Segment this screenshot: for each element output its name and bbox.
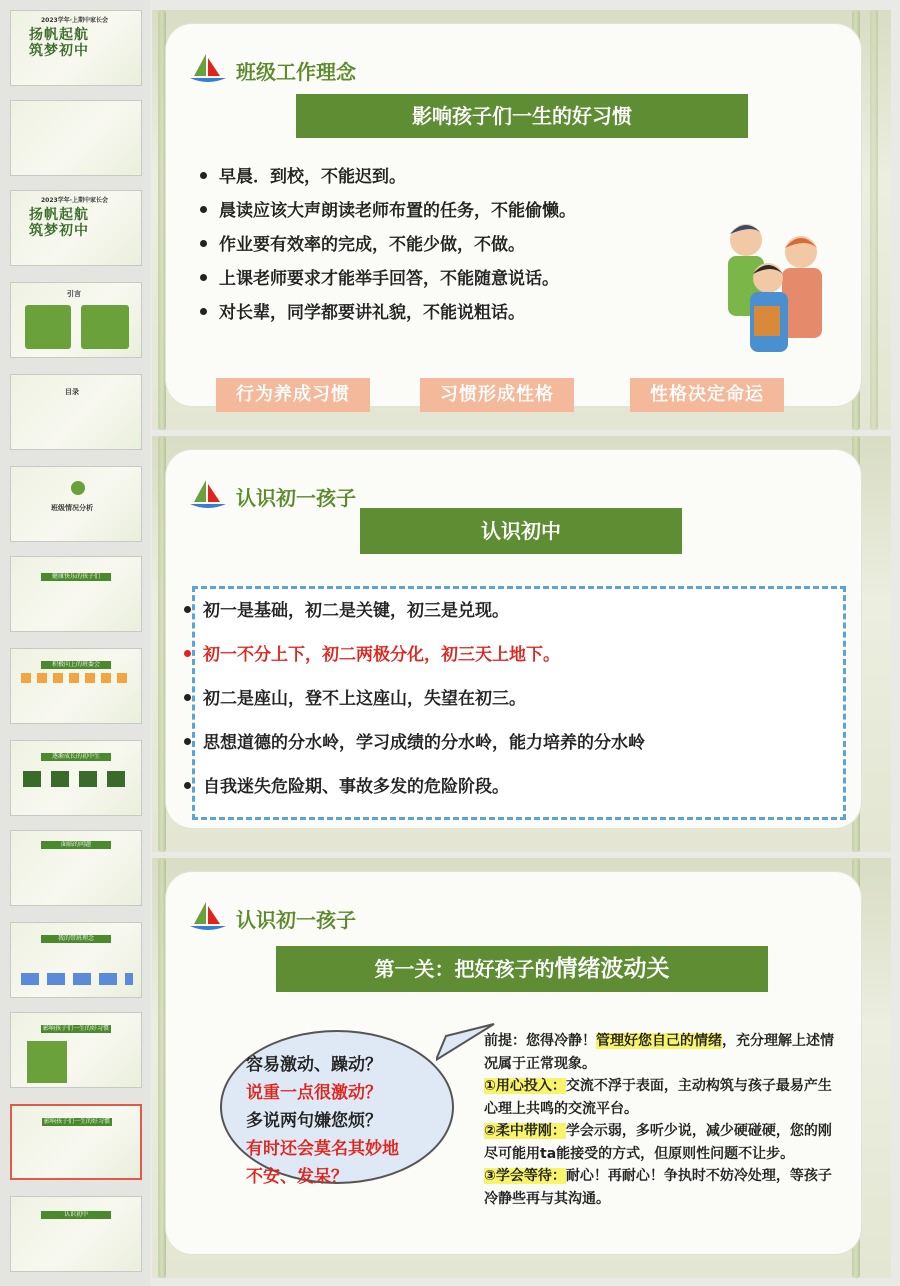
sailboat-icon: [188, 474, 228, 514]
tag-habit-character: 习惯形成性格: [420, 378, 574, 412]
slide-thumb-1[interactable]: 2023学年·上期中家长会 扬帆起航 筑梦初中: [10, 10, 142, 86]
slide-thumb-14[interactable]: 认识初中: [10, 1196, 142, 1272]
bullet-2: 晨读应该大声朗读老师布置的任务，不能偷懒。: [200, 196, 576, 221]
banner: 影响孩子们一生的好习惯: [296, 94, 748, 138]
slide-thumb-10[interactable]: 面临的问题: [10, 830, 142, 906]
slide-thumbnail-panel: [0, 0, 150, 1286]
bullet-2: 初一不分上下，初二两极分化，初三天上地下。: [184, 640, 560, 665]
bullet-5: 对长辈，同学都要讲礼貌，不能说粗话。: [200, 298, 525, 323]
bullet-4: 上课老师要求才能举手回答，不能随意说话。: [200, 264, 559, 289]
slide-title: 认识初一孩子: [236, 908, 356, 932]
bullet-1: 早晨．到校，不能迟到。: [200, 162, 406, 187]
advice-text: 前提：您得冷静！管理好您自己的情绪，充分理解上述情况属于正常现象。 ①用心投入：交流不浮于表面，主动构筑与孩子最易产生心理上共鸣的交流平台。 ②柔中带刚：学会示弱，多听少说，减少硬碰硬，您的刚尽可能用ta能接受的方式，但原则性问题不让步。 ③学会等待：耐心！再耐心！争执时不妨冷处理，等孩子冷静些再与其沟通。: [484, 1033, 834, 1207]
slide-thumb-12[interactable]: 影响孩子们一生的好习惯: [10, 1012, 142, 1088]
students-illustration: [706, 210, 846, 360]
slide-class-philosophy: [152, 10, 891, 430]
slide-emotion-gate: [152, 858, 891, 1278]
bullet-3: 作业要有效率的完成，不能少做，不做。: [200, 230, 525, 255]
slide-thumb-11[interactable]: 我的带班理念: [10, 922, 142, 998]
bullet-4: 思想道德的分水岭，学习成绩的分水岭，能力培养的分水岭: [184, 728, 645, 753]
slide-thumb-5[interactable]: 目录: [10, 374, 142, 450]
slide-thumb-6[interactable]: 班级情况分析: [10, 466, 142, 542]
tag-character-destiny: 性格决定命运: [630, 378, 784, 412]
slide-thumb-2[interactable]: [10, 100, 142, 176]
content-panel: [166, 24, 861, 406]
slide-title: 班级工作理念: [236, 60, 356, 84]
slide-thumb-4[interactable]: 引言: [10, 282, 142, 358]
slide-thumb-7[interactable]: 健康快乐的孩子们: [10, 556, 142, 632]
slide-title: 认识初一孩子: [236, 486, 356, 510]
slide-thumb-8[interactable]: 积极向上的班委会: [10, 648, 142, 724]
bullet-3: 初二是座山，登不上这座山，失望在初三。: [184, 684, 526, 709]
banner: 认识初中: [360, 508, 682, 554]
slide-thumb-3[interactable]: 2023学年·上期中家长会 扬帆起航 筑梦初中: [10, 190, 142, 266]
content-panel: [166, 450, 861, 828]
content-panel: 认识初一孩子 第一关：把好孩子的情绪波动关 容易激动、躁动？ 说重一点很激动？ 多说两句嫌您烦？ 有时还会莫名其妙地 不安、发呆？ 前提：您得冷静！管理好您自己的情绪，充分理解上述情况属于正常现象。 ①用心投入：交流不浮于表面，主动构筑与孩子最易产生心理上共鸣的交流平台。 ②柔中带刚：学会示弱，多听少说，减少硬碰硬，您的刚尽可能用ta能接受的方式，但原则性问题不让步。 ③学会等待：耐心！再耐心！争执时不妨冷处理，等孩子冷静些再与其沟通。: [166, 872, 861, 1254]
bullet-1: 初一是基础，初二是关键，初三是兑现。: [184, 596, 509, 621]
tag-behavior-habit: 行为养成习惯: [216, 378, 370, 412]
slide-thumb-13[interactable]: 影响孩子们一生的好习惯: [10, 1104, 142, 1180]
sailboat-icon: [188, 896, 228, 936]
bullet-5: 自我迷失危险期、事故多发的危险阶段。: [184, 772, 509, 797]
sailboat-icon: [188, 48, 228, 88]
banner: 第一关：把好孩子的情绪波动关: [276, 946, 768, 992]
slide-thumb-9[interactable]: 逐渐成长的初中生: [10, 740, 142, 816]
slide-know-junior-high: [152, 436, 891, 852]
